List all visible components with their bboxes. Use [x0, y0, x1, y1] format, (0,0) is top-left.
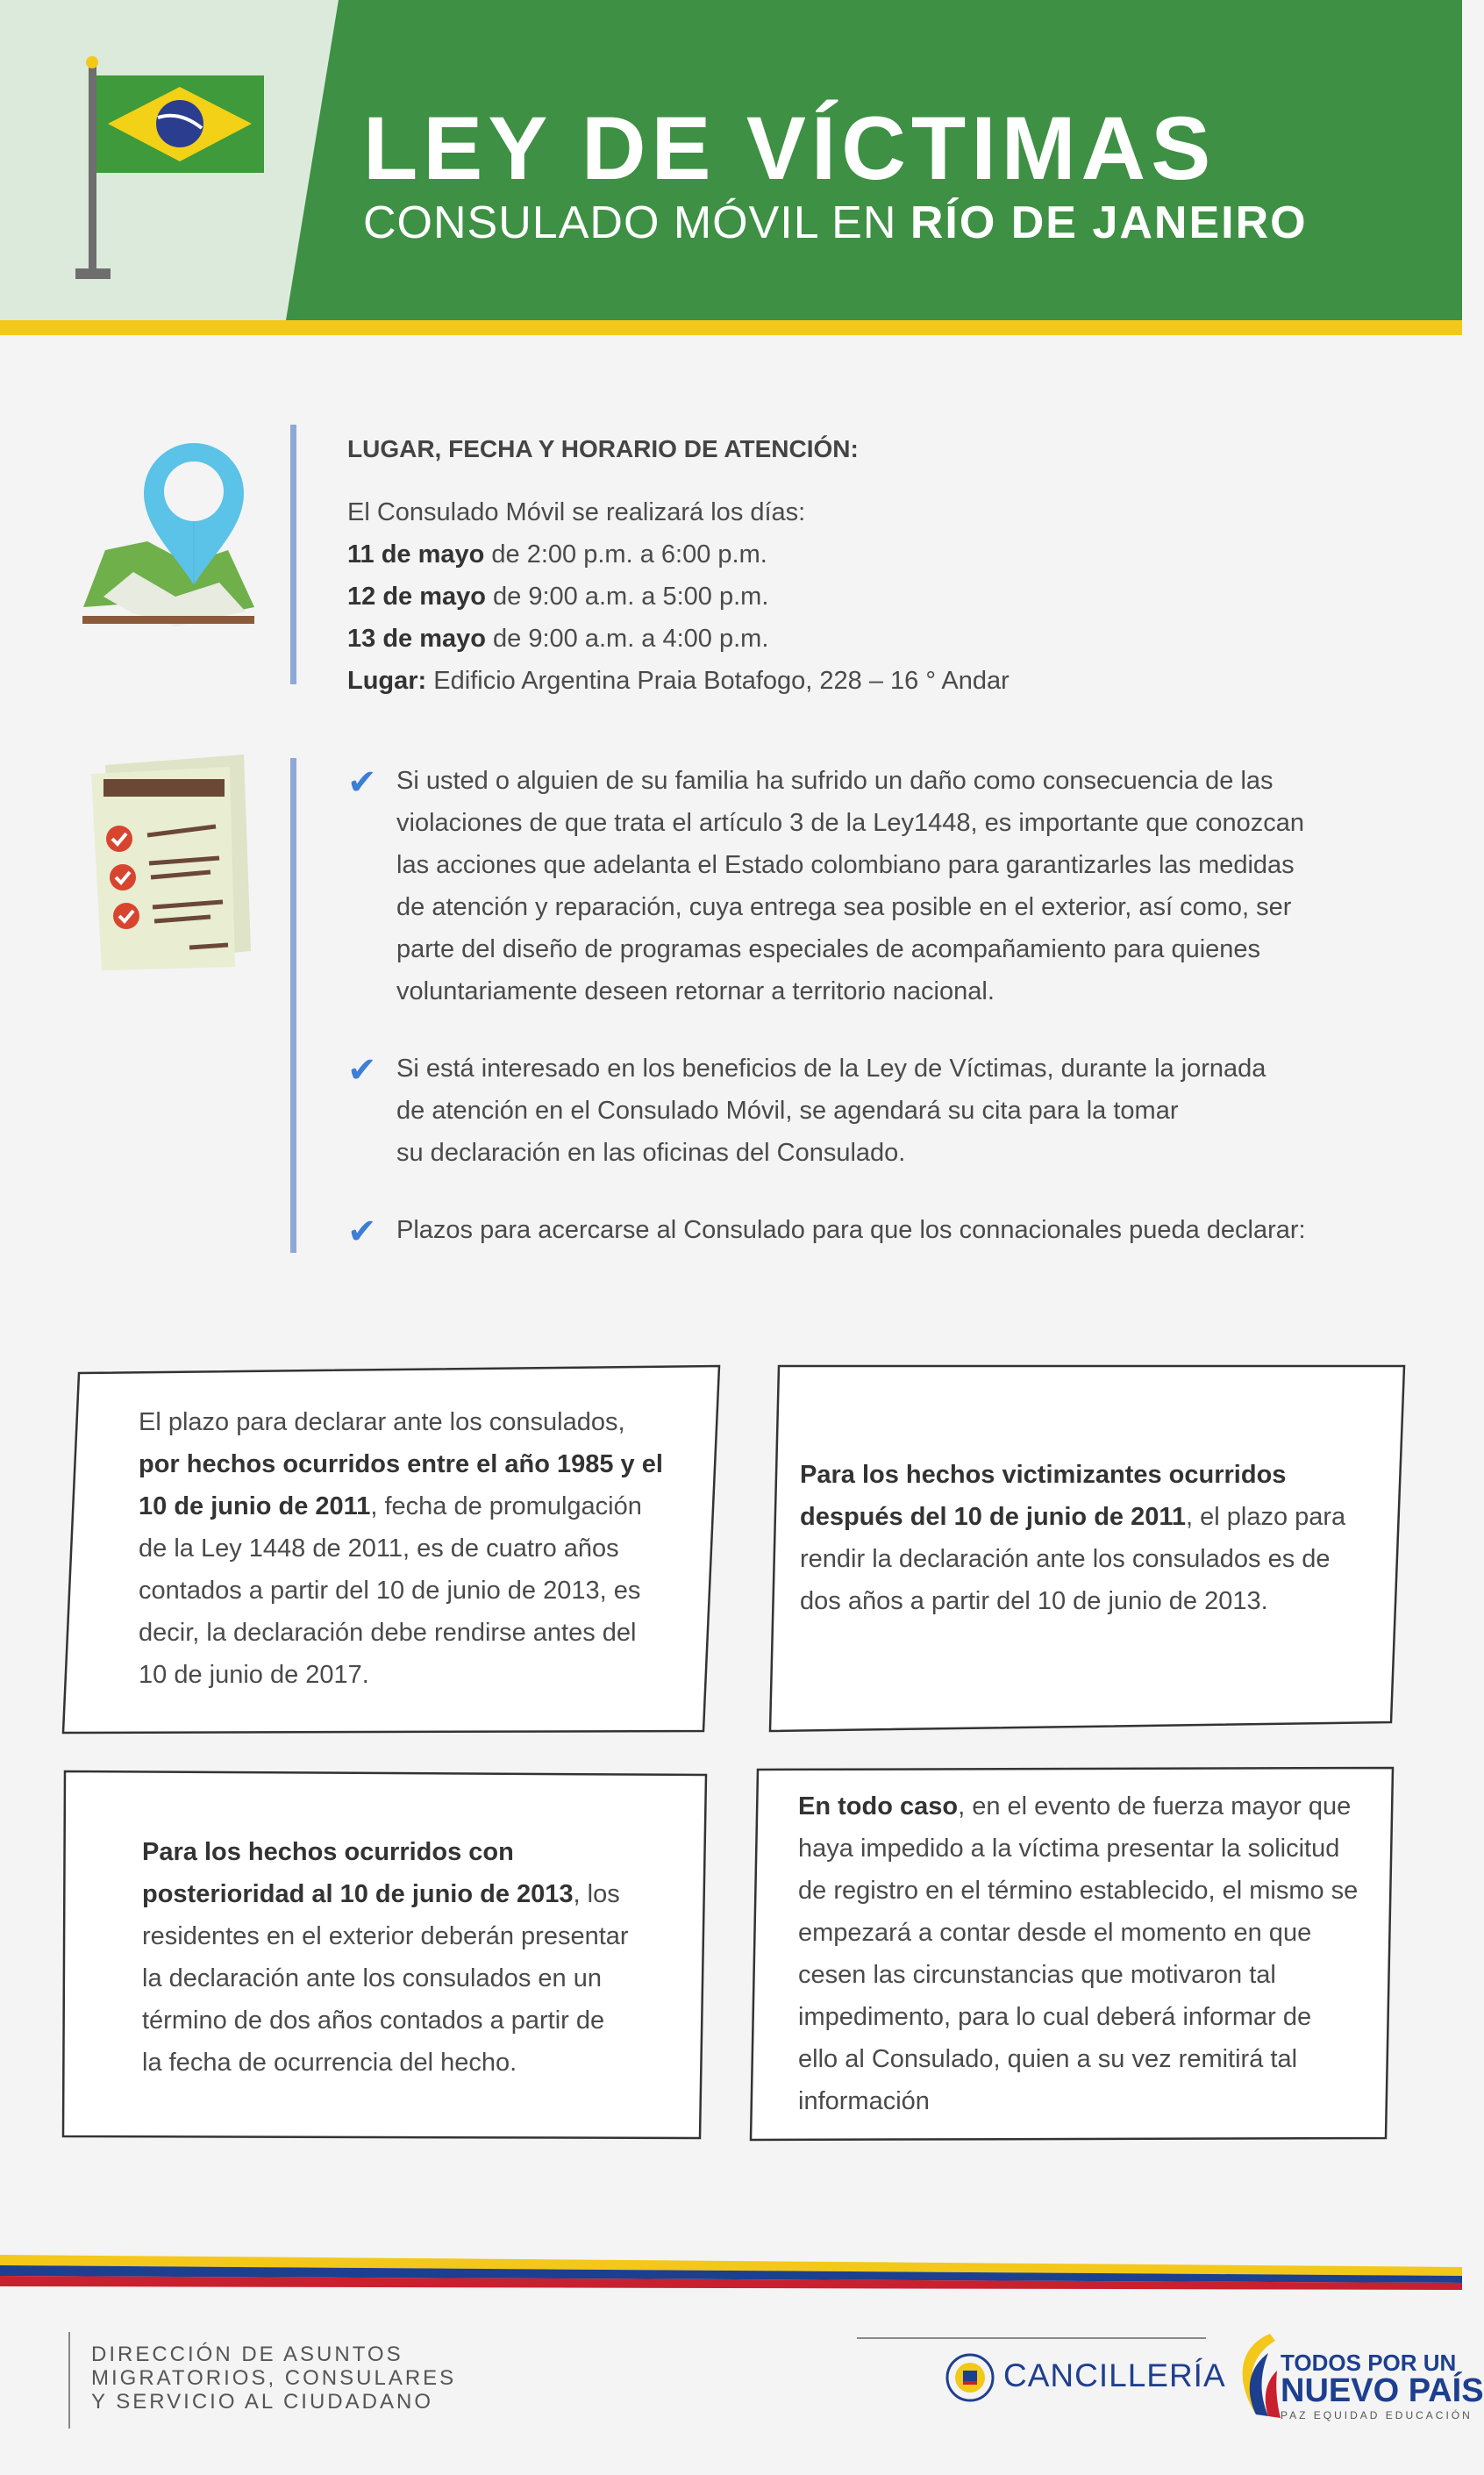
- bullet-deadlines: [347, 1209, 1382, 1251]
- info-heading: LUGAR, FECHA Y HORARIO DE ATENCIÓN:: [347, 435, 859, 462]
- bullet-text: Plazos para acercarse al Consulado para que los connacionales pueda declarar:: [396, 1216, 1306, 1244]
- schedule-day-2: 12 de mayo de 9:00 a.m. a 5:00 p.m.: [347, 583, 769, 611]
- deadline-box-after-2013: Para los hechos ocurridos con posterioridad al 10 de junio de 2013, los residentes en el exterior deberán presentar la declaración ante los consulados en un término de dos años contados a partir de la fecha de ocurrencia del hecho.: [61, 1766, 710, 2143]
- header-yellow-band: [0, 320, 1462, 335]
- cancilleria-rule: [857, 2337, 1206, 2339]
- header-banner: [0, 0, 1462, 320]
- nuevo-pais-logo-icon: [1224, 2328, 1281, 2420]
- cancilleria-seal-icon: [945, 2353, 995, 2402]
- city-name: RÍO DE JANEIRO: [910, 197, 1308, 248]
- deadline-box-force-majeure: En todo caso, en el evento de fuerza mayor que haya impedido a la víctima presentar la solicitud de registro en el término establecido, el mismo se empezará a contar desde el momento en que cesen las circunstancias que motivaron tal impedimento, para lo cual deberá informar de ello al Consulado, quien a su vez remitirá tal información: [747, 1766, 1396, 2143]
- bullet-family-damage: [347, 760, 1382, 1012]
- deadline-box-1985-2011: El plazo para declarar ante los consulados, por hechos ocurridos entre el año 1985 y el 10 de junio de 2011, fecha de promulgación de la Ley 1448 de 2011, es de cuatro años contados a partir del 10 de junio de 2013, es decir, la declaración debe rendirse antes del 10 de junio de 2017.: [61, 1364, 728, 1735]
- cancilleria-label: CANCILLERÍA: [1003, 2357, 1226, 2393]
- info-divider: [290, 425, 296, 684]
- checklist-icon: [79, 748, 263, 976]
- colombia-stripes: [0, 2255, 1462, 2292]
- slogan-block: [1281, 2351, 1484, 2421]
- checkmark-icon: ✔: [347, 1212, 377, 1251]
- schedule-place: Lugar: Edificio Argentina Praia Botafogo, 228 – 16 ° Andar: [347, 667, 1010, 695]
- slogan-line-3: PAZ EQUIDAD EDUCACIÓN: [1281, 2409, 1473, 2421]
- schedule-day-3: 13 de mayo de 9:00 a.m. a 4:00 p.m.: [347, 625, 769, 653]
- page-title: LEY DE VÍCTIMAS: [363, 98, 1216, 198]
- schedule-intro: El Consulado Móvil se realizará los días:: [347, 498, 806, 526]
- bullets-divider: [290, 758, 296, 1253]
- slogan-line-2: NUEVO PAÍS: [1281, 2372, 1484, 2409]
- deadline-box-after-2011: Para los hechos victimizantes ocurridos después del 10 de junio de 2011, el plazo para rendir la declaración ante los consulados es de dos años a partir del 10 de junio de 2013.: [768, 1364, 1409, 1735]
- bullet-text: Si usted o alguien de su familia ha sufrido un daño como consecuencia de las violaciones de que trata el artículo 3 de la Ley1448, es importante que conozcan las acciones que adelanta el Estado colombiano para garantizarles las medidas de atención y reparación, cuya entrega sea posible en el exterior, así como, ser parte del diseño de programas especiales de acompañamiento para quienes voluntariamente deseen retornar a territorio nacional.: [396, 767, 1305, 1005]
- map-pin-icon: [79, 432, 263, 633]
- bullet-interested: [347, 1048, 1382, 1174]
- bullet-text: Si está interesado en los beneficios de la Ley de Víctimas, durante la jornada de atención en el Consulado Móvil, se agendará su cita para la tomar su declaración en las oficinas del Consulado.: [396, 1055, 1266, 1167]
- page-subtitle: CONSULADO MÓVIL EN RÍO DE JANEIRO: [363, 197, 1308, 248]
- checkmark-icon: ✔: [347, 763, 377, 802]
- footer-divider: [68, 2332, 70, 2429]
- slogan-line-1: TODOS POR UN: [1281, 2350, 1457, 2376]
- department-name: DIRECCIÓN DE ASUNTOS MIGRATORIOS, CONSULARES Y SERVICIO AL CIUDADANO: [91, 2343, 457, 2414]
- schedule-block: [347, 491, 1010, 702]
- checkmark-icon: ✔: [347, 1051, 377, 1090]
- schedule-day-1: 11 de mayo de 2:00 p.m. a 6:00 p.m.: [347, 540, 767, 569]
